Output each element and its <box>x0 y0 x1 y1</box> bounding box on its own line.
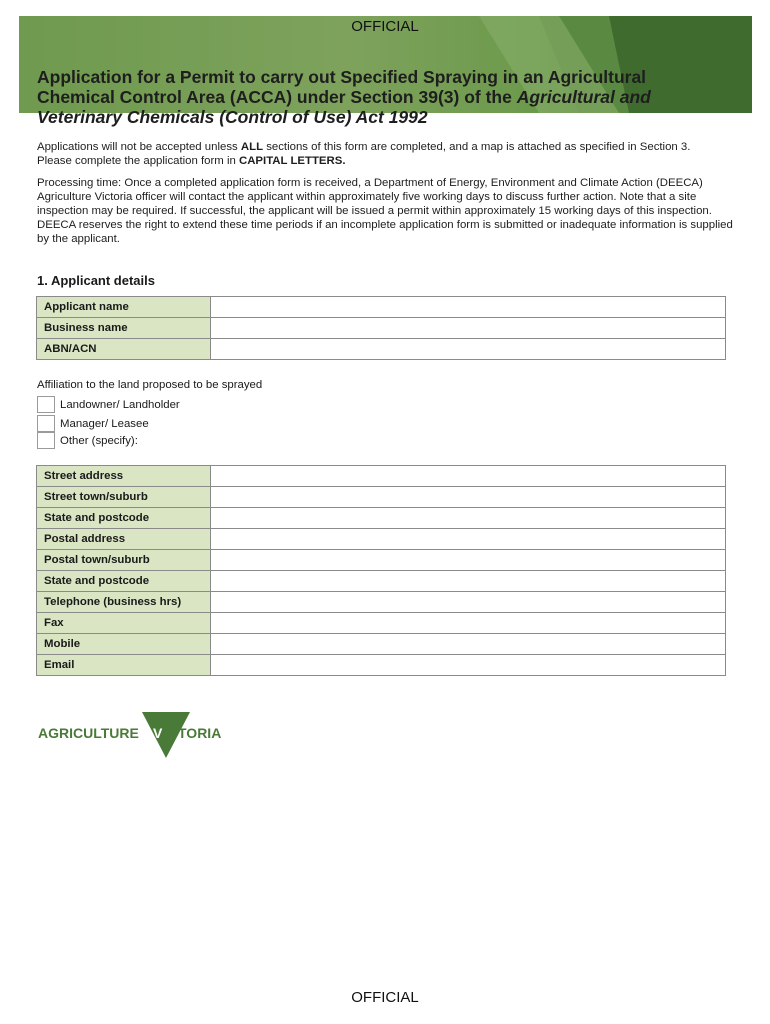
fax-input[interactable] <box>211 613 726 634</box>
option-manager[interactable] <box>37 415 149 432</box>
table-row <box>37 634 726 655</box>
telephone-input[interactable] <box>211 592 726 613</box>
table-row <box>37 318 726 339</box>
table-row <box>37 339 726 360</box>
official-label-top: OFFICIAL <box>351 18 419 35</box>
field-label: Telephone (business hrs) <box>37 592 211 613</box>
field-label: ABN/ACN <box>37 339 211 360</box>
option-label: Landowner/ Landholder <box>60 398 180 411</box>
table-row <box>37 508 726 529</box>
applicant-name-input[interactable] <box>211 297 726 318</box>
svg-text:ICTORIA: ICTORIA <box>164 725 222 741</box>
table-row <box>37 571 726 592</box>
table-row <box>37 466 726 487</box>
checkbox[interactable] <box>37 432 55 449</box>
field-label: Applicant name <box>37 297 211 318</box>
postal-town-input[interactable] <box>211 550 726 571</box>
table-row <box>37 550 726 571</box>
affiliation-label: Affiliation to the land proposed to be sprayed <box>37 379 263 391</box>
svg-text:V: V <box>153 725 163 741</box>
section-title: 1. Applicant details <box>37 273 155 288</box>
applicant-table <box>36 296 726 360</box>
field-label: State and postcode <box>37 508 211 529</box>
field-label: Street town/suburb <box>37 487 211 508</box>
mobile-input[interactable] <box>211 634 726 655</box>
field-label: Street address <box>37 466 211 487</box>
checkbox[interactable] <box>37 415 55 432</box>
option-landowner[interactable] <box>37 396 180 413</box>
table-row <box>37 297 726 318</box>
svg-text:AGRICULTURE: AGRICULTURE <box>38 725 139 741</box>
street-town-input[interactable] <box>211 487 726 508</box>
page-title: Application for a Permit to carry out Specified Spraying in an Agricultural Chemical Control Area (ACCA) under Section 39(3) of the Agricultural and Veterinary Chemicals (Control of Use) Act 1992 <box>37 67 651 127</box>
abn-acn-input[interactable] <box>211 339 726 360</box>
option-label: Manager/ Leasee <box>60 417 149 430</box>
postal-state-postcode-input[interactable] <box>211 571 726 592</box>
intro-paragraph-2: Processing time: Once a completed application form is received, a Department of Energy, Environment and Climate Action (DEECA) Agriculture Victoria officer will contact the applicant within approximately five working days to discuss further action. Note that a site inspection may be required. If successful, the applicant will be issued a permit within approximately 15 working days of this inspection. DEECA reserves the right to extend these time periods if an incomplete application form is submitted or inadequate information is supplied by the applicant. <box>37 177 733 245</box>
field-label: State and postcode <box>37 571 211 592</box>
table-row <box>37 592 726 613</box>
business-name-input[interactable] <box>211 318 726 339</box>
option-other[interactable] <box>37 432 138 449</box>
option-label: Other (specify): <box>60 434 138 447</box>
intro-paragraph-1: Applications will not be accepted unless ALL sections of this form are completed, and a map is attached as specified in Section 3. Please complete the application form in CAPITAL LETTERS. <box>37 141 691 167</box>
table-row <box>37 613 726 634</box>
field-label: Fax <box>37 613 211 634</box>
email-input[interactable] <box>211 655 726 676</box>
table-row <box>37 655 726 676</box>
field-label: Email <box>37 655 211 676</box>
field-label: Mobile <box>37 634 211 655</box>
street-state-postcode-input[interactable] <box>211 508 726 529</box>
field-label: Postal address <box>37 529 211 550</box>
checkbox[interactable] <box>37 396 55 413</box>
table-row <box>37 487 726 508</box>
address-table <box>36 465 726 676</box>
official-label-bottom: OFFICIAL <box>351 989 419 1006</box>
agriculture-victoria-logo <box>38 712 238 760</box>
postal-address-input[interactable] <box>211 529 726 550</box>
field-label: Postal town/suburb <box>37 550 211 571</box>
street-address-input[interactable] <box>211 466 726 487</box>
field-label: Business name <box>37 318 211 339</box>
table-row <box>37 529 726 550</box>
